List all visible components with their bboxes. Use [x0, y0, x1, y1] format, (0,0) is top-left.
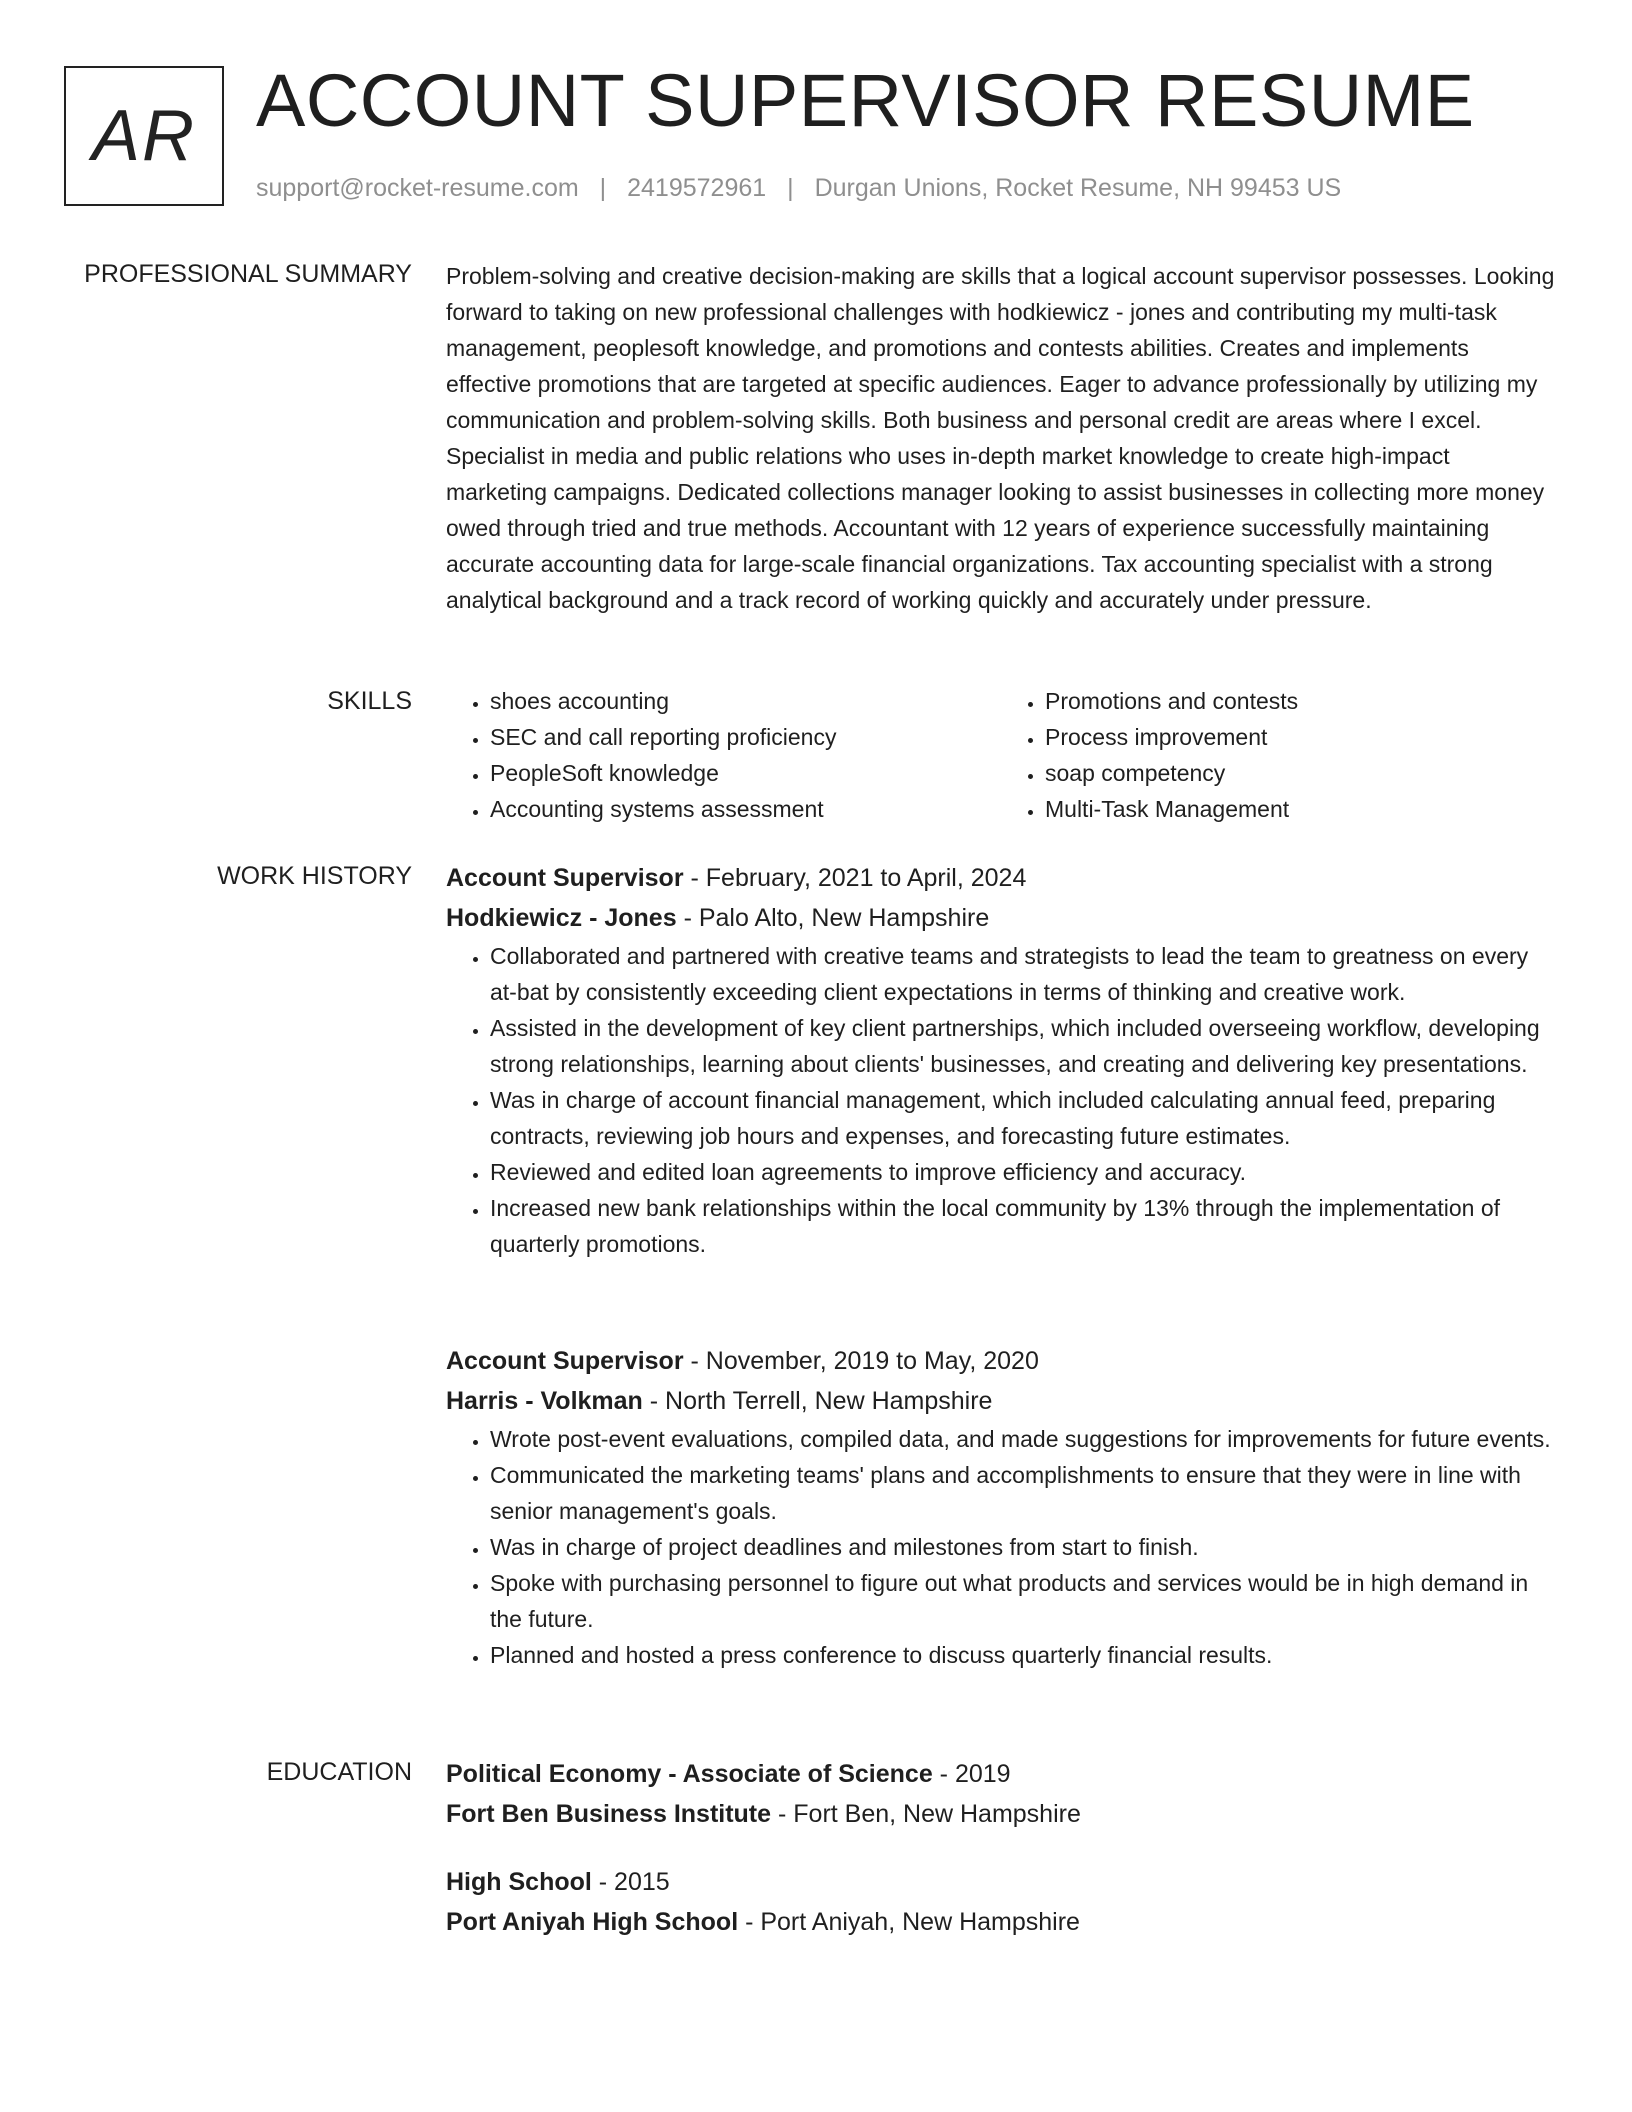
section-label-skills: SKILLS — [327, 687, 412, 715]
job-company-line — [446, 1381, 1556, 1421]
contact-line — [256, 174, 1341, 203]
education-degree: High School — [446, 1868, 592, 1896]
section-label-education: EDUCATION — [266, 1758, 412, 1786]
education-year: - 2019 — [932, 1760, 1011, 1788]
job-location: - North Terrell, New Hampshire — [642, 1387, 993, 1415]
skill-item: • Process improvement — [1045, 719, 1556, 755]
job-dates: - November, 2019 to May, 2020 — [683, 1347, 1039, 1375]
job-title: Account Supervisor — [446, 864, 684, 892]
job-entry — [446, 858, 1556, 1262]
job-company-line — [446, 898, 1556, 938]
job-title-line — [446, 858, 1556, 898]
education-entry — [446, 1862, 1556, 1942]
skill-item: • PeopleSoft knowledge — [490, 755, 1001, 791]
job-bullet: • Communicated the marketing teams' plans and accomplishments to ensure that they were in line with senior management's goals. — [490, 1457, 1556, 1529]
job-bullet: • Assisted in the development of key client partnerships, which included overseeing workflow, developing strong relationships, learning about clients' businesses, and creating and delivering key presentations. — [490, 1010, 1556, 1082]
contact-separator: | — [787, 174, 794, 202]
skills-list-left — [446, 683, 1001, 827]
skill-item: • soap competency — [1045, 755, 1556, 791]
job-bullet: • Spoke with purchasing personnel to figure out what products and services would be in high demand in the future. — [490, 1565, 1556, 1637]
education-degree-line — [446, 1754, 1556, 1794]
education-entry — [446, 1754, 1556, 1834]
job-title: Account Supervisor — [446, 1347, 684, 1375]
job-bullet: • Wrote post-event evaluations, compiled data, and made suggestions for improvements for future events. — [490, 1421, 1556, 1457]
summary-text: Problem-solving and creative decision-making are skills that a logical account supervisor possesses. Looking forward to taking on new professional challenges with hodkiewicz - jones and contributing my multi-task management, peoplesoft knowledge, and promotions and contests abilities. Creates and implements effective promotions that are targeted at specific audiences. Eager to advance professionally by utilizing my communication and problem-solving skills. Both business and personal credit are areas where I excel. Specialist in media and public relations who uses in-depth market knowledge to create high-impact marketing campaigns. Dedicated collections manager looking to assist businesses in collecting more money owed through tried and true methods. Accountant with 12 years of experience successfully maintaining accurate accounting data for large-scale financial organizations. Tax accounting specialist with a strong analytical background and a track record of working quickly and accurately under pressure. — [446, 263, 1555, 613]
education-school-line — [446, 1902, 1556, 1942]
section-label-work: WORK HISTORY — [217, 862, 412, 890]
education-school-line — [446, 1794, 1556, 1834]
job-bullets — [446, 938, 1556, 1262]
skill-item: • Multi-Task Management — [1045, 791, 1556, 827]
education-year: - 2015 — [591, 1868, 670, 1896]
job-entry — [446, 1341, 1556, 1673]
contact-address: Durgan Unions, Rocket Resume, NH 99453 US — [814, 174, 1342, 202]
skills-list-right — [1001, 683, 1556, 827]
resume-title: ACCOUNT SUPERVISOR RESUME — [256, 59, 1475, 142]
education-school: Fort Ben Business Institute — [446, 1800, 772, 1828]
job-bullet: • Collaborated and partnered with creative teams and strategists to lead the team to greatness on every at-bat by consistently exceeding client expectations in terms of thinking and creative work. — [490, 938, 1556, 1010]
contact-phone[interactable]: 2419572961 — [627, 174, 767, 202]
job-bullet: • Planned and hosted a press conference to discuss quarterly financial results. — [490, 1637, 1556, 1673]
education-location: - Fort Ben, New Hampshire — [771, 1800, 1081, 1828]
education-degree-line — [446, 1862, 1556, 1902]
job-dates: - February, 2021 to April, 2024 — [683, 864, 1027, 892]
job-bullet: • Increased new bank relationships within the local community by 13% through the implementation of quarterly promotions. — [490, 1190, 1556, 1262]
job-location: - Palo Alto, New Hampshire — [676, 904, 990, 932]
education-school: Port Aniyah High School — [446, 1908, 739, 1936]
job-company: Hodkiewicz - Jones — [446, 904, 677, 932]
job-bullet: • Was in charge of project deadlines and milestones from start to finish. — [490, 1529, 1556, 1565]
contact-separator: | — [599, 174, 607, 202]
job-bullets — [446, 1421, 1556, 1673]
skill-item: • SEC and call reporting proficiency — [490, 719, 1001, 755]
education-degree: Political Economy - Associate of Science — [446, 1760, 933, 1788]
skill-item: • Promotions and contests — [1045, 683, 1556, 719]
job-company: Harris - Volkman — [446, 1387, 643, 1415]
monogram-logo: AR — [64, 66, 224, 206]
skill-item: • Accounting systems assessment — [490, 791, 1001, 827]
job-bullet: • Was in charge of account financial management, which included calculating annual feed, preparing contracts, reviewing job hours and expenses, and forecasting future estimates. — [490, 1082, 1556, 1154]
education-location: - Port Aniyah, New Hampshire — [738, 1908, 1080, 1936]
skill-item: • shoes accounting — [490, 683, 1001, 719]
job-bullet: • Reviewed and edited loan agreements to improve efficiency and accuracy. — [490, 1154, 1556, 1190]
job-title-line — [446, 1341, 1556, 1381]
section-label-summary: PROFESSIONAL SUMMARY — [84, 260, 412, 288]
contact-email[interactable]: support@rocket-resume.com — [256, 174, 579, 202]
